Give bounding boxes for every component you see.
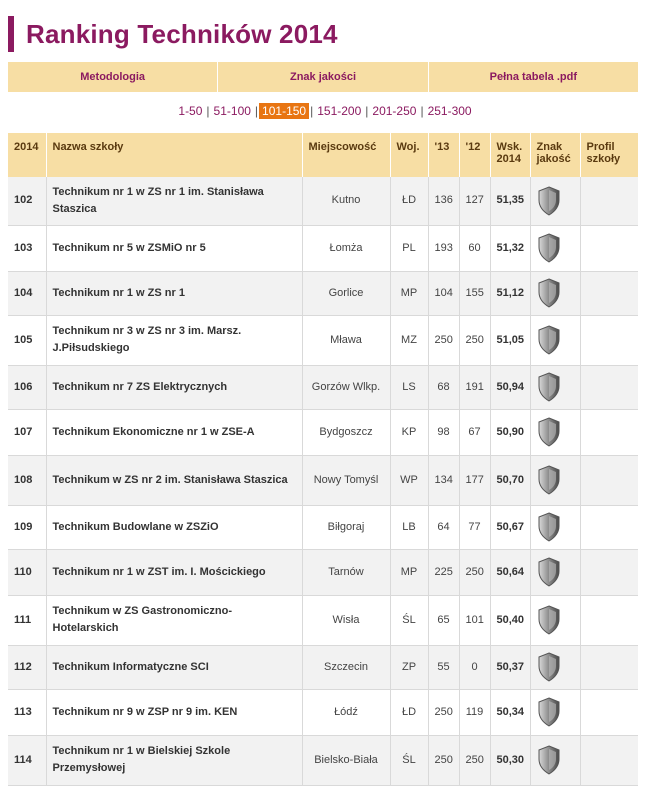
rank-2013-cell: 134 <box>428 455 459 505</box>
header-2012[interactable]: '12 <box>459 133 490 177</box>
rank-2013-cell: 193 <box>428 225 459 271</box>
rank-cell: 112 <box>8 645 46 689</box>
table-row[interactable] <box>8 595 638 645</box>
rank-2013-cell: 68 <box>428 365 459 409</box>
school-name-cell: Technikum nr 1 w ZST im. I. Mościckiego <box>46 549 302 595</box>
school-profile-cell <box>580 409 638 455</box>
pager-link-4[interactable]: 201-250 <box>372 104 417 118</box>
header-city[interactable]: Miejscowość <box>302 133 390 177</box>
quality-mark-cell <box>530 645 580 689</box>
rank-cell: 104 <box>8 271 46 315</box>
school-profile-cell <box>580 505 638 549</box>
voivodeship-cell: WP <box>390 455 428 505</box>
table-row[interactable] <box>8 365 638 409</box>
page-title-bar <box>8 16 338 52</box>
rank-cell: 111 <box>8 595 46 645</box>
voivodeship-cell: LS <box>390 365 428 409</box>
school-profile-cell <box>580 735 638 785</box>
pager-link-5[interactable]: 251-300 <box>427 104 472 118</box>
shield-icon[interactable] <box>537 417 561 447</box>
quality-mark-cell <box>530 177 580 225</box>
index-2014-cell: 50,34 <box>490 689 530 735</box>
city-cell: Łódź <box>302 689 390 735</box>
index-2014-cell: 51,32 <box>490 225 530 271</box>
index-2014-cell: 51,12 <box>490 271 530 315</box>
table-row[interactable] <box>8 549 638 595</box>
header-school-name[interactable]: Nazwa szkoły <box>46 133 302 177</box>
rank-2012-cell: 77 <box>459 505 490 549</box>
table-row[interactable] <box>8 409 638 455</box>
city-cell: Szczecin <box>302 645 390 689</box>
rank-cell: 108 <box>8 455 46 505</box>
voivodeship-cell: KP <box>390 409 428 455</box>
pager-separator: | <box>206 104 210 118</box>
shield-icon[interactable] <box>537 186 561 216</box>
voivodeship-cell: MP <box>390 271 428 315</box>
index-2014-cell: 50,90 <box>490 409 530 455</box>
school-name-cell: Technikum nr 9 w ZSP nr 9 im. KEN <box>46 689 302 735</box>
rank-2013-cell: 55 <box>428 645 459 689</box>
city-cell: Kutno <box>302 177 390 225</box>
rank-2013-cell: 250 <box>428 735 459 785</box>
pager-link-0[interactable]: 1-50 <box>178 104 203 118</box>
rank-2012-cell: 155 <box>459 271 490 315</box>
quality-mark-cell <box>530 315 580 365</box>
city-cell: Gorzów Wlkp. <box>302 365 390 409</box>
school-name-cell: Technikum nr 1 w ZS nr 1 <box>46 271 302 315</box>
quality-mark-cell <box>530 365 580 409</box>
voivodeship-cell: ŚL <box>390 735 428 785</box>
voivodeship-cell: ŚL <box>390 595 428 645</box>
index-2014-cell: 50,37 <box>490 645 530 689</box>
rank-cell: 109 <box>8 505 46 549</box>
index-2014-cell: 50,70 <box>490 455 530 505</box>
header-index-2014[interactable]: Wsk. 2014 <box>490 133 530 177</box>
menu-pelna-tabela-pdf[interactable]: Pełna tabela .pdf <box>489 71 578 83</box>
header-2013[interactable]: '13 <box>428 133 459 177</box>
header-voivodeship[interactable]: Woj. <box>390 133 428 177</box>
header-quality-mark[interactable]: Znak jakość <box>530 133 580 177</box>
pager-link-2[interactable]: 101-150 <box>259 103 309 119</box>
table-row[interactable] <box>8 315 638 365</box>
menu-metodologia[interactable]: Metodologia <box>8 62 218 92</box>
quality-mark-cell <box>530 271 580 315</box>
rank-cell: 103 <box>8 225 46 271</box>
school-profile-cell <box>580 271 638 315</box>
shield-icon[interactable] <box>537 465 561 495</box>
city-cell: Bielsko-Biała <box>302 735 390 785</box>
rank-cell: 107 <box>8 409 46 455</box>
school-profile-cell <box>580 549 638 595</box>
rank-2013-cell: 64 <box>428 505 459 549</box>
shield-icon[interactable] <box>537 325 561 355</box>
table-row[interactable] <box>8 225 638 271</box>
shield-icon[interactable] <box>537 605 561 635</box>
quality-mark-cell <box>530 505 580 549</box>
header-school-profile[interactable]: Profil szkoły <box>580 133 638 177</box>
table-row[interactable] <box>8 271 638 315</box>
pager-link-3[interactable]: 151-200 <box>317 104 362 118</box>
voivodeship-cell: ZP <box>390 645 428 689</box>
school-name-cell: Technikum w ZS Gastronomiczno-Hotelarskich <box>46 595 302 645</box>
rank-2013-cell: 98 <box>428 409 459 455</box>
table-row[interactable] <box>8 645 638 689</box>
rank-2012-cell: 250 <box>459 315 490 365</box>
school-profile-cell <box>580 595 638 645</box>
quality-mark-cell <box>530 689 580 735</box>
quality-mark-cell <box>530 735 580 785</box>
pager-separator: | <box>420 104 424 118</box>
school-profile-cell <box>580 455 638 505</box>
voivodeship-cell: LB <box>390 505 428 549</box>
voivodeship-cell: ŁD <box>390 689 428 735</box>
rank-2013-cell: 136 <box>428 177 459 225</box>
rank-2012-cell: 191 <box>459 365 490 409</box>
index-2014-cell: 50,30 <box>490 735 530 785</box>
school-name-cell: Technikum Informatyczne SCI <box>46 645 302 689</box>
rank-2012-cell: 67 <box>459 409 490 455</box>
rank-2012-cell: 101 <box>459 595 490 645</box>
quality-mark-cell <box>530 409 580 455</box>
pager-separator: | <box>310 104 314 118</box>
table-row[interactable] <box>8 505 638 549</box>
school-name-cell: Technikum nr 1 w Bielskiej Szkole Przemysłowej <box>46 735 302 785</box>
table-header <box>8 133 638 177</box>
voivodeship-cell: MZ <box>390 315 428 365</box>
pager-separator: | <box>254 104 259 118</box>
table-row[interactable] <box>8 455 638 505</box>
shield-icon[interactable] <box>537 557 561 587</box>
rank-2012-cell: 250 <box>459 735 490 785</box>
rank-2013-cell: 65 <box>428 595 459 645</box>
quality-mark-cell <box>530 455 580 505</box>
rank-cell: 114 <box>8 735 46 785</box>
city-cell: Biłgoraj <box>302 505 390 549</box>
rank-cell: 110 <box>8 549 46 595</box>
index-2014-cell: 50,40 <box>490 595 530 645</box>
ranking-table <box>8 133 638 786</box>
rank-cell: 106 <box>8 365 46 409</box>
rank-2013-cell: 104 <box>428 271 459 315</box>
table-row[interactable] <box>8 735 638 785</box>
shield-icon[interactable] <box>537 697 561 727</box>
city-cell: Gorlice <box>302 271 390 315</box>
school-name-cell: Technikum nr 1 w ZS nr 1 im. Stanisława Staszica <box>46 177 302 225</box>
shield-icon[interactable] <box>537 372 561 402</box>
index-2014-cell: 51,05 <box>490 315 530 365</box>
school-name-cell: Technikum Budowlane w ZSZiO <box>46 505 302 549</box>
shield-icon[interactable] <box>537 652 561 682</box>
index-2014-cell: 51,35 <box>490 177 530 225</box>
city-cell: Łomża <box>302 225 390 271</box>
index-2014-cell: 50,67 <box>490 505 530 549</box>
city-cell: Nowy Tomyśl <box>302 455 390 505</box>
index-2014-cell: 50,64 <box>490 549 530 595</box>
page-title: Ranking Techników 2014 <box>26 19 338 49</box>
school-profile-cell <box>580 225 638 271</box>
school-profile-cell <box>580 645 638 689</box>
quality-mark-cell <box>530 595 580 645</box>
rank-cell: 102 <box>8 177 46 225</box>
voivodeship-cell: PL <box>390 225 428 271</box>
rank-cell: 113 <box>8 689 46 735</box>
school-profile-cell <box>580 689 638 735</box>
table-row[interactable] <box>8 689 638 735</box>
shield-icon[interactable] <box>537 745 561 775</box>
pager-separator: | <box>365 104 369 118</box>
school-name-cell: Technikum nr 3 w ZS nr 3 im. Marsz. J.Piłsudskiego <box>46 315 302 365</box>
rank-2012-cell: 127 <box>459 177 490 225</box>
school-profile-cell <box>580 315 638 365</box>
school-name-cell: Technikum w ZS nr 2 im. Stanisława Staszica <box>46 455 302 505</box>
pager-link-1[interactable]: 51-100 <box>213 104 251 118</box>
city-cell: Mława <box>302 315 390 365</box>
rank-2012-cell: 250 <box>459 549 490 595</box>
city-cell: Bydgoszcz <box>302 409 390 455</box>
rank-2013-cell: 250 <box>428 315 459 365</box>
rank-2012-cell: 119 <box>459 689 490 735</box>
voivodeship-cell: ŁD <box>390 177 428 225</box>
school-profile-cell <box>580 365 638 409</box>
menu-znak-jakosci[interactable]: Znak jakości <box>218 62 428 92</box>
shield-icon[interactable] <box>537 278 561 308</box>
school-name-cell: Technikum Ekonomiczne nr 1 w ZSE-A <box>46 409 302 455</box>
quality-mark-cell <box>530 549 580 595</box>
rank-2012-cell: 177 <box>459 455 490 505</box>
shield-icon[interactable] <box>537 233 561 263</box>
rank-2012-cell: 60 <box>459 225 490 271</box>
school-name-cell: Technikum nr 5 w ZSMiO nr 5 <box>46 225 302 271</box>
school-name-cell: Technikum nr 7 ZS Elektrycznych <box>46 365 302 409</box>
table-row[interactable] <box>8 177 638 225</box>
city-cell: Wisła <box>302 595 390 645</box>
rank-2012-cell: 0 <box>459 645 490 689</box>
school-profile-cell <box>580 177 638 225</box>
city-cell: Tarnów <box>302 549 390 595</box>
rank-2013-cell: 225 <box>428 549 459 595</box>
shield-icon[interactable] <box>537 512 561 542</box>
header-rank[interactable]: 2014 <box>8 133 46 177</box>
rank-2013-cell: 250 <box>428 689 459 735</box>
quality-mark-cell <box>530 225 580 271</box>
voivodeship-cell: MP <box>390 549 428 595</box>
top-menu <box>8 62 638 92</box>
rank-cell: 105 <box>8 315 46 365</box>
index-2014-cell: 50,94 <box>490 365 530 409</box>
pagination <box>0 104 650 124</box>
